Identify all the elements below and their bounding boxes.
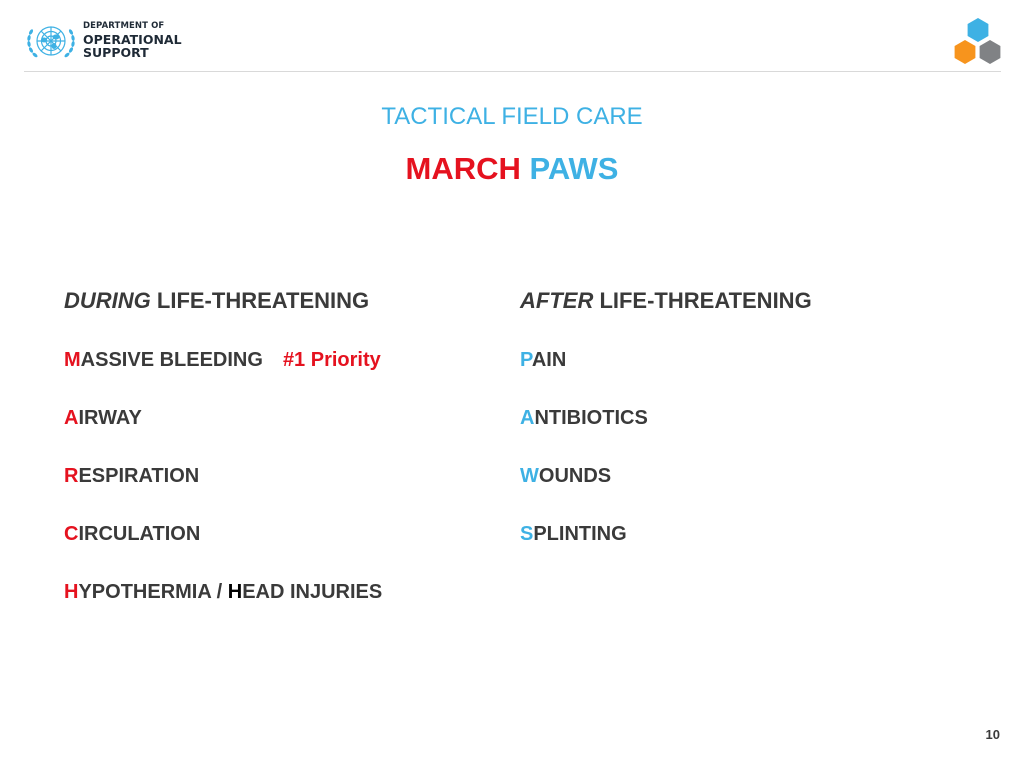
header-divider	[24, 71, 1001, 72]
left-heading-emphasis: DURING	[64, 288, 151, 313]
list-item-massive-bleeding	[64, 345, 504, 375]
item-initial: H	[64, 581, 79, 603]
priority-note: #1 Priority	[282, 349, 381, 371]
department-name	[83, 22, 182, 61]
item-initial-secondary: H	[227, 581, 243, 603]
slide-subtitle: TACTICAL FIELD CARE	[381, 103, 643, 130]
title-paws: PAWS	[529, 151, 619, 186]
item-initial: S	[520, 523, 534, 545]
item-initial: W	[520, 465, 539, 487]
item-label: AIN	[531, 349, 567, 371]
right-heading-emphasis: AFTER	[520, 288, 594, 313]
item-label: IRCULATION	[78, 523, 201, 545]
list-item-splinting	[520, 519, 960, 549]
item-label: ESPIRATION	[78, 465, 200, 487]
slide-title	[0, 151, 1024, 187]
item-initial: A	[64, 407, 79, 429]
item-initial: P	[520, 349, 532, 371]
item-label: ASSIVE BLEEDING	[80, 349, 263, 371]
right-heading-rest: LIFE-THREATENING	[593, 288, 812, 313]
item-initial: A	[520, 407, 535, 429]
hexagon-blue	[968, 18, 989, 42]
item-label: OUNDS	[538, 465, 612, 487]
item-label: YPOTHERMIA /	[78, 581, 228, 603]
right-column	[520, 286, 960, 577]
list-item-hypothermia-head-injuries	[64, 577, 504, 607]
item-initial: C	[64, 523, 79, 545]
un-emblem-icon	[24, 18, 78, 64]
list-item-airway	[64, 403, 504, 433]
list-item-pain	[520, 345, 960, 375]
page-number: 10	[985, 727, 1000, 742]
right-column-heading	[520, 286, 960, 316]
list-item-respiration	[64, 461, 504, 491]
department-line-3: SUPPORT	[83, 45, 149, 60]
department-line-1: DEPARTMENT OF	[83, 21, 165, 31]
item-initial: M	[64, 349, 81, 371]
list-item-circulation	[64, 519, 504, 549]
slide-header	[0, 0, 1024, 72]
hexagon-cluster-icon	[952, 16, 1004, 66]
item-label: NTIBIOTICS	[534, 407, 648, 429]
hexagon-orange	[955, 40, 976, 64]
list-item-wounds	[520, 461, 960, 491]
item-initial: R	[64, 465, 79, 487]
title-march: MARCH	[405, 151, 521, 186]
item-label: PLINTING	[533, 523, 627, 545]
left-column	[64, 286, 504, 635]
left-heading-rest: LIFE-THREATENING	[150, 288, 370, 313]
item-label-secondary: EAD INJURIES	[242, 581, 383, 603]
hexagon-gray	[980, 40, 1001, 64]
left-column-heading	[64, 286, 504, 316]
item-label: IRWAY	[78, 407, 142, 429]
list-item-antibiotics	[520, 403, 960, 433]
department-line-2: OPERATIONAL	[83, 31, 182, 47]
